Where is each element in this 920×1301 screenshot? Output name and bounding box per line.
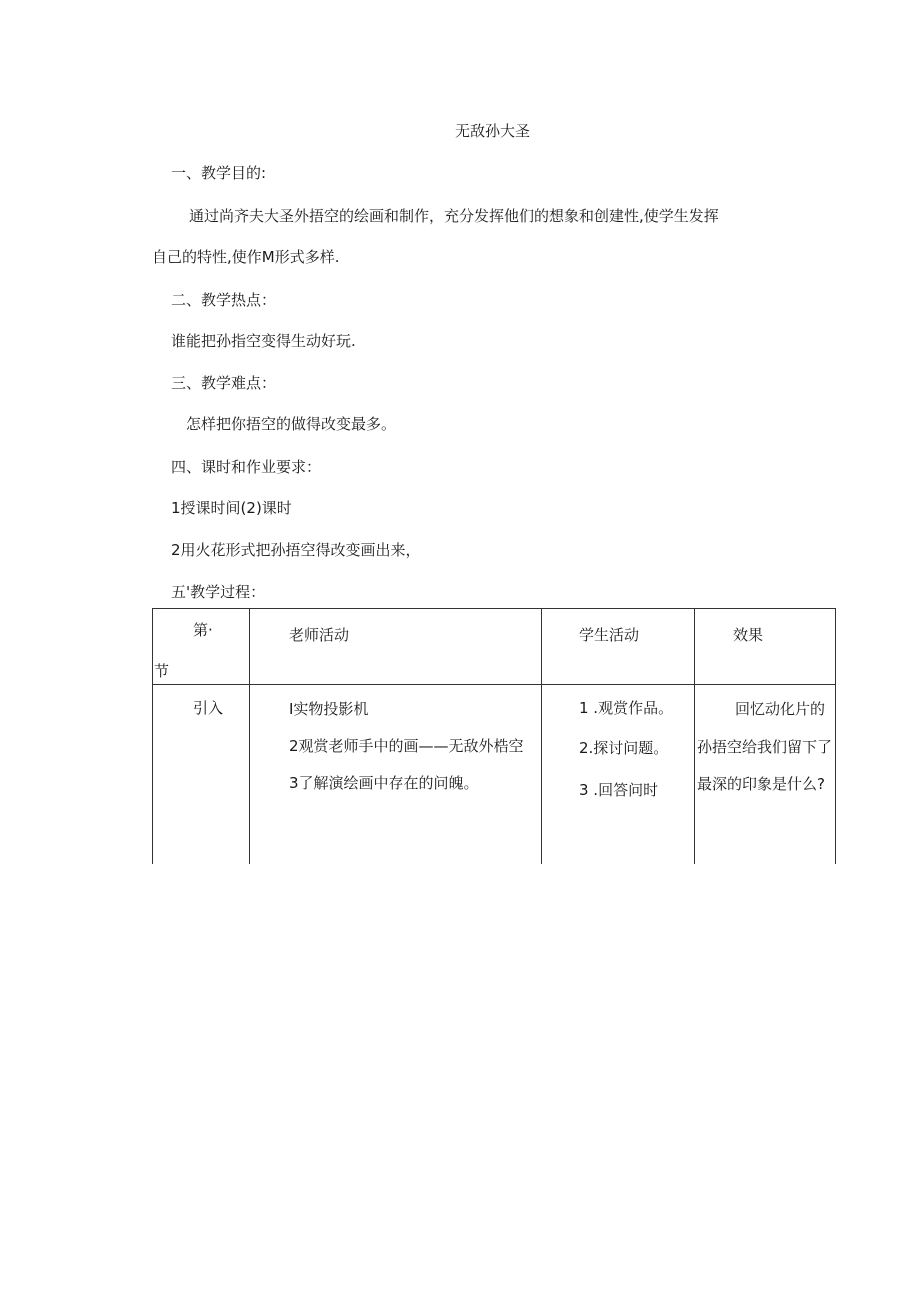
objectives-paragraph-line2: 自己的特性,使作M形式多样.: [152, 248, 340, 266]
header-effect: 效果: [733, 626, 764, 644]
effect-line-1: 回忆动化片的: [735, 700, 826, 718]
table-border-left: [152, 608, 153, 864]
objectives-paragraph-line1: 通过尚齐夫大圣外捂空的绘画和制作，充分发挥他们的想象和创建性,使学生发挥: [189, 207, 719, 225]
header-stage-line2: 节: [154, 662, 170, 680]
section-heading-difficulties: 三、教学难点：: [171, 374, 277, 392]
teacher-activity-1: I实物投影机: [289, 700, 369, 718]
table-divider-2: [541, 608, 542, 864]
section-heading-objectives: 一、教学目的:: [171, 164, 267, 182]
header-student-activity: 学生活动: [579, 626, 640, 644]
table-header-border: [152, 684, 836, 685]
difficulties-text: 怎样把你捂空的做得改变最多。: [186, 415, 397, 433]
table-top-border: [152, 608, 836, 609]
section-heading-process: 五'教学过程：: [171, 583, 266, 601]
page-title: 无敌孙大圣: [455, 122, 531, 140]
row-stage: 引入: [193, 699, 224, 717]
header-teacher-activity: 老师活动: [289, 626, 350, 644]
key-points-text: 谁能把孙指空变得生动好玩.: [171, 332, 356, 350]
process-table: [152, 608, 836, 864]
effect-line-2: 孙捂空给我们留下了: [697, 738, 833, 756]
header-stage-line1: 第·: [193, 621, 213, 639]
student-activity-3: 3 .回答问时: [579, 781, 659, 799]
schedule-item-1: 1授课时间(2)课时: [171, 499, 292, 517]
student-activity-1: 1 .观赏作品。: [579, 699, 674, 717]
effect-line-3: 最深的印象是什么?: [697, 775, 825, 793]
student-activity-2: 2.探讨问题。: [579, 739, 669, 757]
section-heading-schedule: 四、课时和作业要求：: [171, 458, 322, 476]
teacher-activity-2: 2观赏老师手中的画——无敌外梏空: [289, 737, 524, 755]
table-divider-1: [249, 608, 250, 864]
schedule-item-2: 2用火花形式把孙捂空得改变画出来，: [171, 541, 421, 559]
teacher-activity-3: 3了解演绘画中存在的问魄。: [289, 774, 479, 792]
table-border-right: [835, 608, 836, 864]
section-heading-key-points: 二、教学热点：: [171, 291, 277, 309]
table-divider-3: [694, 608, 695, 864]
